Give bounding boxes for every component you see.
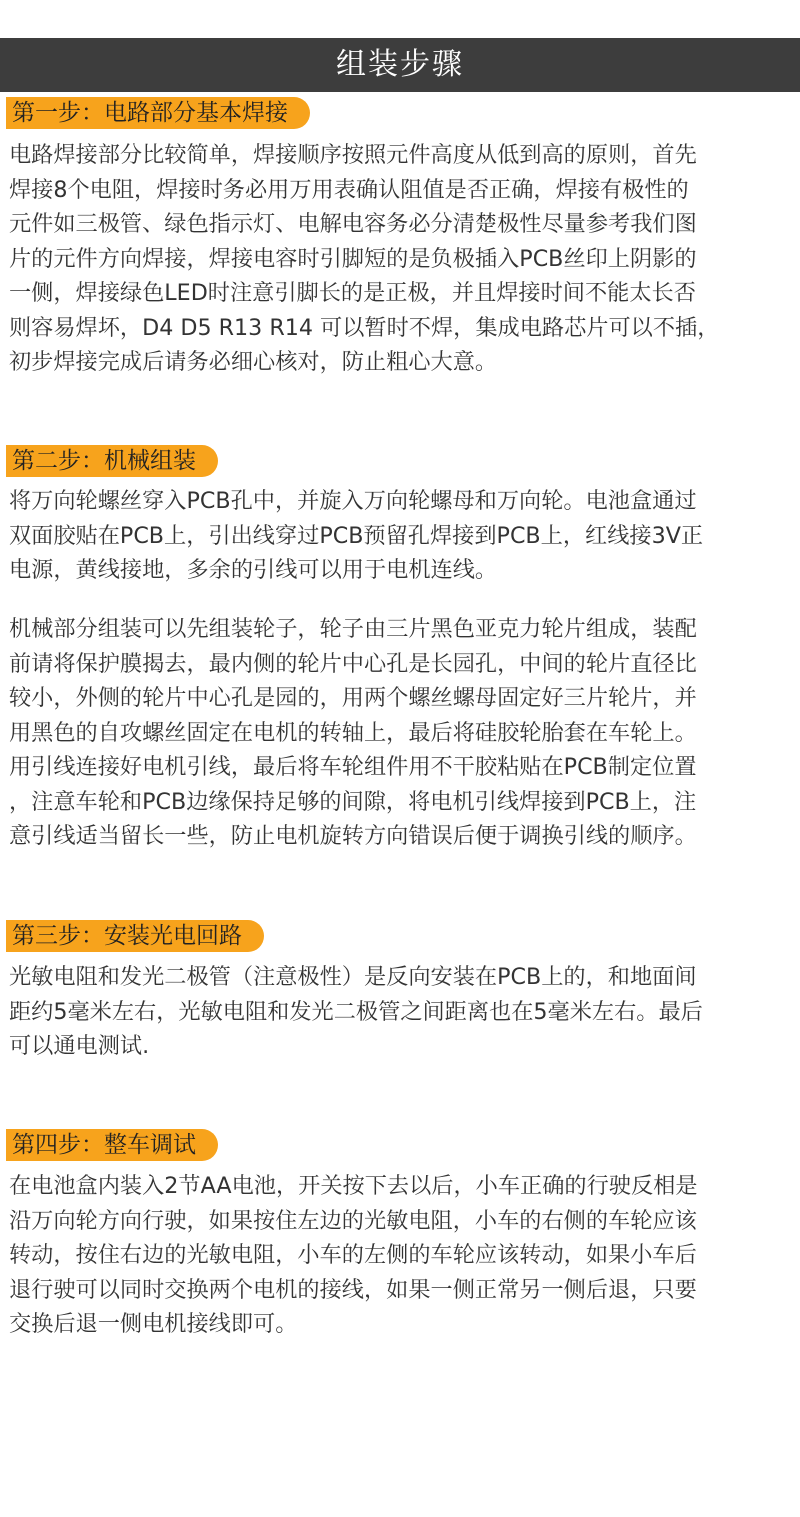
- text-line: 沿万向轮方向行驶，如果按住左边的光敏电阻，小车的右侧的车轮应该: [9, 1207, 697, 1234]
- text-line: 初步焊接完成后请务必细心核对，防止粗心大意。: [9, 349, 498, 375]
- text-line: 距约5毫米左右，光敏电阻和发光二极管之间距离也在5毫米左右。最后: [9, 998, 703, 1025]
- step-2-label: 第二步：机械组装: [6, 445, 218, 477]
- step-2-paragraph-2: [9, 612, 793, 854]
- step-2-paragraph-1: [9, 484, 793, 588]
- text-line: 可以通电测试.: [9, 1033, 150, 1059]
- step-3-label: 第三步：安装光电回路: [6, 920, 264, 952]
- text-line: 用引线连接好电机引线，最后将车轮组件用不干胶粘贴在PCB制定位置: [9, 754, 697, 780]
- step-1-paragraph: [9, 138, 793, 380]
- text-line: 电路焊接部分比较简单，焊接顺序按照元件高度从低到高的原则，首先: [9, 142, 697, 168]
- text-line: ，注意车轮和PCB边缘保持足够的间隙，将电机引线焊接到PCB上，注: [9, 788, 697, 815]
- text-line: 光敏电阻和发光二极管（注意极性）是反向安装在PCB上的，和地面间: [9, 964, 697, 990]
- text-line: 意引线适当留长一些，防止电机旋转方向错误后便于调换引线的顺序。: [9, 823, 697, 849]
- step-1-label: 第一步：电路部分基本焊接: [6, 97, 310, 129]
- step-3-paragraph: [9, 960, 793, 1064]
- page-title: 组装步骤: [0, 38, 800, 92]
- step-4-label: 第四步：整车调试: [6, 1129, 218, 1161]
- text-line: 交换后退一侧电机接线即可。: [9, 1311, 298, 1337]
- text-line: 转动，按住右边的光敏电阻，小车的左侧的车轮应该转动，如果小车后: [9, 1242, 697, 1268]
- text-line: 较小，外侧的轮片中心孔是园的，用两个螺丝螺母固定好三片轮片，并: [9, 685, 697, 711]
- text-line: 将万向轮螺丝穿入PCB孔中，并旋入万向轮螺母和万向轮。电池盒通过: [9, 488, 697, 514]
- text-line: 双面胶贴在PCB上，引出线穿过PCB预留孔焊接到PCB上，红线接3V正: [9, 522, 704, 549]
- text-line: 片的元件方向焊接，焊接电容时引脚短的是负极插入PCB丝印上阴影的: [9, 245, 697, 272]
- step-4-paragraph: [9, 1169, 793, 1342]
- text-line: 退行驶可以同时交换两个电机的接线，如果一侧正常另一侧后退，只要: [9, 1276, 697, 1303]
- text-line: 则容易焊坏，D4 D5 R13 R14 可以暂时不焊，集成电路芯片可以不插，: [9, 314, 720, 341]
- text-line: 元件如三极管、绿色指示灯、电解电容务必分清楚极性尽量参考我们图: [9, 211, 697, 237]
- text-line: 在电池盒内装入2节AA电池，开关按下去以后，小车正确的行驶反相是: [9, 1173, 698, 1199]
- text-line: 用黑色的自攻螺丝固定在电机的转轴上，最后将硅胶轮胎套在车轮上。: [9, 719, 697, 746]
- text-line: 焊接8个电阻，焊接时务必用万用表确认阻值是否正确，焊接有极性的: [9, 176, 689, 203]
- text-line: 前请将保护膜揭去，最内侧的轮片中心孔是长园孔，中间的轮片直径比: [9, 650, 697, 677]
- text-line: 机械部分组装可以先组装轮子，轮子由三片黑色亚克力轮片组成，装配: [9, 616, 697, 642]
- text-line: 电源，黄线接地，多余的引线可以用于电机连线。: [9, 557, 498, 583]
- text-line: 一侧，焊接绿色LED时注意引脚长的是正极，并且焊接时间不能太长否: [9, 280, 696, 306]
